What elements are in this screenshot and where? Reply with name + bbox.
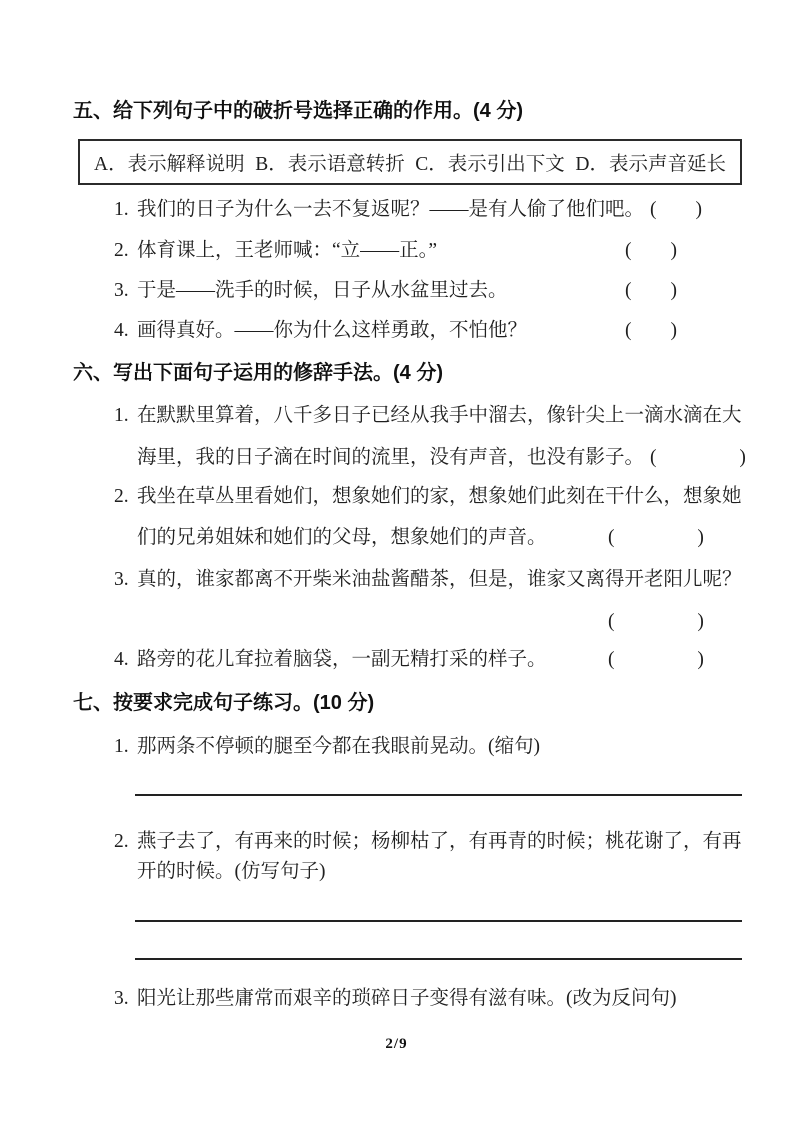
question-5-3	[114, 277, 508, 305]
item-number: 2.	[114, 831, 129, 852]
answer-blank-parens: ( )	[625, 280, 677, 301]
item-number: 2.	[114, 240, 129, 261]
item-text: 路旁的花儿耷拉着脑袋，一副无精打采的样子。	[137, 649, 547, 670]
option-a: A．表示解释说明	[94, 154, 245, 175]
item-text: 那两条不停顿的腿至今都在我眼前晃动。(缩句)	[137, 736, 540, 757]
answer-blank-parens: ( )	[650, 199, 703, 220]
answer-blank-parens: ( )	[650, 447, 746, 468]
question-5-1	[114, 196, 702, 224]
answer-blank-parens: ( )	[608, 611, 704, 632]
answer-blank-parens: ( )	[625, 240, 677, 261]
answer-line	[135, 896, 742, 922]
item-number: 4.	[114, 320, 129, 341]
section-six-heading: 六、写出下面句子运用的修辞手法。(4 分)	[73, 362, 443, 384]
question-5-2	[114, 237, 437, 265]
answer-line	[135, 770, 742, 796]
item-number: 4.	[114, 649, 129, 670]
dash-usage-options-box	[78, 139, 742, 185]
item-text: 海里，我的日子滴在时间的流里，没有声音，也没有影子。	[137, 447, 645, 468]
item-number: 2.	[114, 486, 129, 507]
answer-line	[135, 934, 742, 960]
item-text: 体育课上，王老师喊：“立——正。”	[137, 240, 438, 261]
item-number: 3.	[114, 988, 129, 1009]
question-6-2-line2	[137, 524, 547, 552]
item-number: 1.	[114, 736, 129, 757]
question-6-1-line2	[137, 444, 746, 472]
question-6-2-line1	[114, 483, 742, 511]
item-number: 1.	[114, 405, 129, 426]
item-text: 开的时候。(仿写句子)	[137, 861, 326, 882]
item-text: 画得真好。——你为什么这样勇敢，不怕他？	[137, 320, 528, 341]
item-text: 在默默里算着，八千多日子已经从我手中溜去，像针尖上一滴水滴在大	[137, 405, 742, 426]
item-text: 我们的日子为什么一去不复返呢？——是有人偷了他们吧。	[137, 199, 645, 220]
question-6-1-line1	[114, 402, 742, 430]
section-seven-heading: 七、按要求完成句子练习。(10 分)	[73, 692, 375, 714]
item-text: 我坐在草丛里看她们，想象她们的家，想象她们此刻在干什么，想象她	[137, 486, 742, 507]
option-c: C．表示引出下文	[415, 154, 565, 175]
answer-blank-parens: ( )	[608, 649, 704, 670]
item-number: 3.	[114, 569, 129, 590]
page-number: 2/9	[385, 1036, 408, 1052]
answer-blank-parens: ( )	[608, 527, 704, 548]
question-7-1	[114, 733, 540, 761]
question-7-2-line1	[114, 828, 742, 856]
item-text: 们的兄弟姐妹和她们的父母，想象她们的声音。	[137, 527, 547, 548]
question-7-3	[114, 985, 677, 1013]
item-text: 真的，谁家都离不开柴米油盐酱醋茶，但是，谁家又离得开老阳儿呢？	[137, 569, 742, 590]
question-5-4	[114, 317, 527, 345]
option-b: B．表示语意转折	[255, 154, 405, 175]
item-text: 于是——洗手的时候，日子从水盆里过去。	[137, 280, 508, 301]
item-text: 阳光让那些庸常而艰辛的琐碎日子变得有滋有味。(改为反问句)	[137, 988, 677, 1009]
question-6-3-line1	[114, 566, 742, 594]
option-d: D．表示声音延长	[575, 154, 726, 175]
question-6-4	[114, 646, 547, 674]
answer-blank-parens: ( )	[625, 320, 677, 341]
item-number: 1.	[114, 199, 129, 220]
question-7-2-line2	[137, 858, 326, 886]
item-text: 燕子去了，有再来的时候；杨柳枯了，有再青的时候；桃花谢了，有再	[137, 831, 742, 852]
section-five-heading: 五、给下列句子中的破折号选择正确的作用。(4 分)	[73, 100, 523, 122]
item-number: 3.	[114, 280, 129, 301]
